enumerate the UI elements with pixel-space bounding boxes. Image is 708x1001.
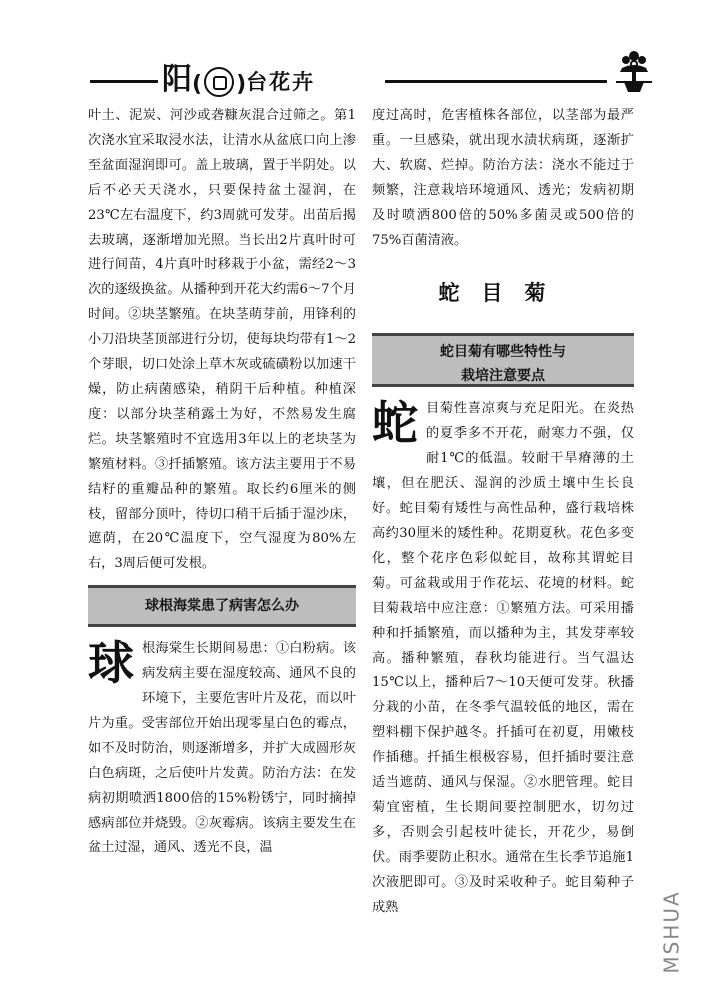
paragraph-text: 目菊性喜凉爽与充足阳光。在炎热的夏季多不开花，耐寒力不强，仅耐1℃的低温。较耐干旱瘠薄的土壤，但在肥沃、湿润的沙质土壤中生长良好。蛇目菊有矮性与高性品种，盛行栽培株高约30厘米的矮性种。花期夏秋。花色多变化，整个花序色彩似蛇目，故称其谓蛇目菊。可盆栽或用于作花坛、花境的材料。蛇目菊栽培中应注意：①繁殖方法。可采用播种和扦插繁殖，而以播种为主，其发芽率较高。播种繁殖，春秋均能进行。当气温达15℃以上，播种后7～10天便可发芽。秋播分栽的小苗，在冬季气温较低的地区，需在塑料棚下保护越冬。扦插可在初夏，用嫩枝作插穗。扦插生根极容易，但扦插时要注意适当遮荫、通风与保湿。②水肥管理。蛇目菊宜密植，生长期间要控制肥水，切勿过多，否则会引起枝叶徒长，开花少，易倒伏。雨季要防止积水。通常在生长季节追施1次液肥即可。③及时采收种子。蛇目菊种子成熟 [372,401,634,915]
drop-cap: 球 [88,636,134,691]
banner-line: 栽培注意要点 [461,368,545,385]
paragraph: 度过高时，危害植株各部位，以茎部为最严重。一旦感染，就出现水渍状病斑，逐渐扩大、软腐、烂掉。防治方法：浇水不能过于频繁，注意栽培环境通风、透光；发病初期及时喷洒800倍的50%多菌灵或500倍的75%百菌清液。 [372,108,634,248]
section-title: 蛇目菊 [438,281,568,306]
paragraph [88,637,356,861]
left-column [88,104,356,861]
header-rule-left [90,80,158,83]
title-ornament-icon [204,67,234,97]
right-column [372,104,634,920]
column-title [162,54,315,100]
title-paren-close: ) [236,72,247,97]
watermark-text: MSHUA [659,890,684,974]
watermark [659,880,702,990]
title-rest: 台花卉 [246,70,316,94]
banner-line: 蛇目菊有哪些特性与 [440,344,566,361]
section-banner [372,333,634,387]
section-banner: 球根海棠患了病害怎么办 [88,585,356,627]
header-rule-right [385,80,607,83]
title-char: 阳 [162,62,192,97]
flower-pot-icon [614,48,654,94]
page-header [90,48,670,108]
paragraph [372,397,634,920]
drop-cap: 蛇 [372,396,418,451]
paragraph-text: 根海棠生长期间易患：①白粉病。该病发病主要在湿度较高、通风不良的环境下，主要危害叶片及花，而以叶片为重。受害部位开始出现零星白色的霉点，如不及时防治，则逐渐增多，并扩大成圆形灰白色病斑，之后使叶片发黄。防治方法：在发病初期喷洒1800倍的15%粉锈宁，同时摘掉感病部位并烧毁。②灰霉病。该病主要发生在盆土过湿，通风、透光不良，温 [88,641,356,856]
title-paren-open: ( [192,72,203,97]
paragraph: 叶土、泥炭、河沙或砻糠灰混合过筛之。第1次浇水宜采取浸水法，让清水从盆底口向上渗至盆面湿润即可。盖上玻璃，置于半阴处。以后不必天天浇水，只要保持盆土湿润，在23℃左右温度下，约3周就可发芽。出苗后揭去玻璃，逐渐增加光照。当长出2片真叶时可进行间苗，4片真叶时移栽于小盆，需经2～3次的逐级换盆。从播种到开花大约需6～7个月时间。②块茎繁殖。在块茎萌芽前，用锋利的小刀沿块茎顶部进行分切，使每块均带有1～2个芽眼，切口处涂上草木灰或硫磺粉以加速干燥，防止病菌感染，稍阴干后种植。种植深度：以部分块茎稍露土为好，不然易发生腐烂。块茎繁殖时不宜选用3年以上的老块茎为繁殖材料。③扦插繁殖。该方法主要用于不易结籽的重瓣品种的繁殖。取长约6厘米的侧枝，留部分顶叶，待切口稍干后插于湿沙床，遮荫，在20℃温度下，空气湿度为80%左右，3周后便可发根。 [88,108,356,572]
